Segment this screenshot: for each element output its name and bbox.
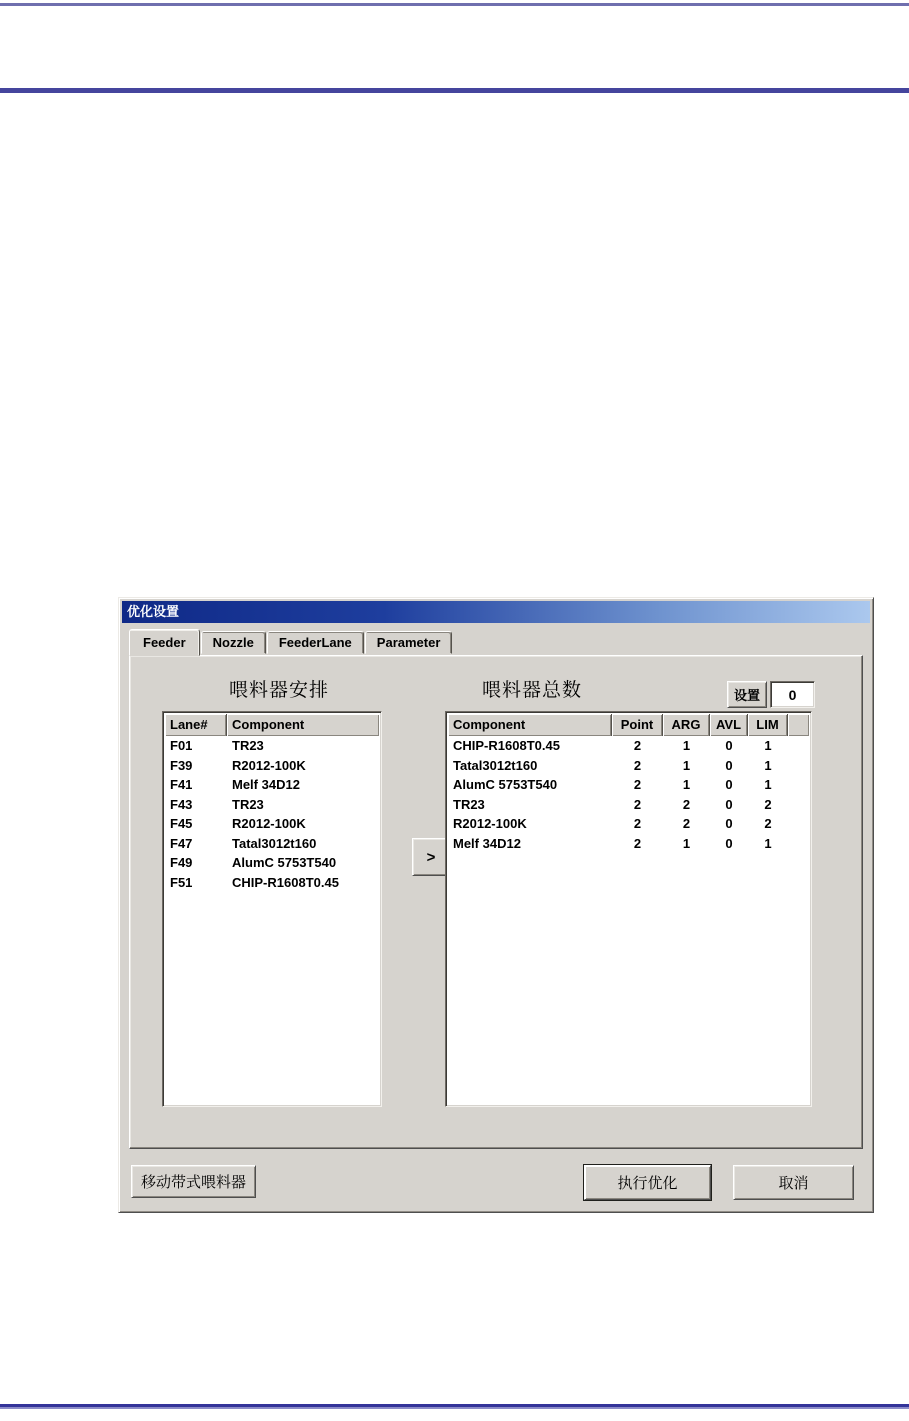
- column-header-arg[interactable]: ARG: [663, 714, 710, 736]
- cell: 2: [633, 738, 642, 753]
- table-row[interactable]: [165, 814, 379, 834]
- cell: 2: [633, 816, 642, 831]
- cell: 0: [725, 796, 733, 812]
- cell: [788, 756, 809, 776]
- table-row[interactable]: [165, 736, 379, 756]
- cell: F01: [170, 738, 193, 753]
- cell: [788, 814, 809, 834]
- cell: Melf 34D12: [453, 835, 521, 851]
- feeder-arrangement-list[interactable]: [162, 711, 382, 1107]
- cell: F47: [170, 835, 193, 851]
- feeder-total-label: 喂料器总数: [482, 680, 583, 701]
- table-row[interactable]: [165, 795, 379, 815]
- table-row[interactable]: [165, 834, 379, 854]
- column-header-point[interactable]: Point: [612, 714, 663, 736]
- tab-feederlane[interactable]: FeederLane: [267, 631, 364, 654]
- cell: 0: [725, 738, 733, 753]
- cell: F39: [170, 757, 193, 773]
- dialog-title: 优化设置: [127, 604, 180, 619]
- cell: Tatal3012t160: [232, 835, 317, 851]
- cell: CHIP-R1608T0.45: [232, 874, 339, 890]
- page-footer-rule-highlight: [0, 1407, 909, 1409]
- cell: 1: [764, 757, 772, 773]
- column-header-lim[interactable]: LIM: [748, 714, 788, 736]
- tab-nozzle[interactable]: Nozzle: [201, 631, 266, 654]
- cell: 1: [682, 777, 691, 792]
- cell: 2: [633, 777, 642, 792]
- table-row[interactable]: [448, 834, 809, 854]
- dialog-titlebar[interactable]: [122, 601, 870, 623]
- cell: 2: [633, 835, 642, 851]
- cell: 0: [725, 777, 733, 792]
- cell: R2012-100K: [232, 816, 306, 831]
- tab-feeder[interactable]: Feeder: [129, 629, 200, 656]
- column-header-component[interactable]: Component: [448, 714, 612, 736]
- cancel-button[interactable]: 取消: [733, 1165, 854, 1200]
- cell: TR23: [232, 738, 264, 753]
- cell: 1: [764, 835, 772, 851]
- cell: TR23: [232, 796, 264, 812]
- cell: Tatal3012t160: [453, 757, 538, 773]
- cell: AlumC 5753T540: [453, 777, 558, 792]
- cell: F51: [170, 874, 193, 890]
- table-row[interactable]: [165, 756, 379, 776]
- cell: 1: [764, 777, 772, 792]
- cell: 2: [764, 796, 772, 812]
- cell: [788, 775, 809, 795]
- move-tape-feeder-button[interactable]: 移动带式喂料器: [131, 1165, 256, 1198]
- cell: 1: [682, 757, 691, 773]
- column-header-blank[interactable]: [788, 714, 809, 736]
- cell: Melf 34D12: [232, 777, 300, 792]
- set-button[interactable]: 设置: [727, 681, 767, 708]
- page-header-rule: [0, 88, 909, 93]
- cell: F41: [170, 777, 193, 792]
- cell: 2: [682, 816, 691, 831]
- cell: [788, 736, 809, 756]
- cell: CHIP-R1608T0.45: [453, 738, 560, 753]
- cell: 0: [725, 835, 733, 851]
- table-row[interactable]: [448, 736, 809, 756]
- cell: 1: [682, 835, 691, 851]
- cell: 2: [633, 757, 642, 773]
- cell: R2012-100K: [453, 816, 527, 831]
- cell: 1: [764, 738, 772, 753]
- cell: [788, 795, 809, 815]
- cell: AlumC 5753T540: [232, 855, 337, 870]
- cell: 2: [633, 796, 642, 812]
- column-header-component[interactable]: Component: [227, 714, 379, 736]
- cell: 0: [725, 757, 733, 773]
- table-row[interactable]: [448, 795, 809, 815]
- cell: 2: [764, 816, 772, 831]
- page-top-rule: [0, 3, 909, 6]
- table-header-row: [165, 714, 379, 736]
- optimization-settings-dialog: [118, 597, 874, 1213]
- feeder-arrangement-label: 喂料器安排: [229, 680, 330, 701]
- cell: F49: [170, 855, 193, 870]
- move-right-button[interactable]: >: [412, 838, 450, 876]
- cell: F43: [170, 796, 193, 812]
- cell: TR23: [453, 796, 485, 812]
- tab-strip: [129, 629, 453, 654]
- cell: [788, 834, 809, 854]
- feeder-tab-page: [129, 655, 863, 1149]
- tab-parameter[interactable]: Parameter: [365, 631, 453, 654]
- cell: 0: [725, 816, 733, 831]
- cell: 1: [682, 738, 691, 753]
- table-row[interactable]: [448, 814, 809, 834]
- table-row[interactable]: [448, 775, 809, 795]
- column-header-avl[interactable]: AVL: [710, 714, 748, 736]
- table-row[interactable]: [165, 775, 379, 795]
- table-row[interactable]: [448, 756, 809, 776]
- cell: R2012-100K: [232, 757, 306, 773]
- table-row[interactable]: [165, 873, 379, 893]
- set-value-field[interactable]: 0: [770, 681, 815, 708]
- execute-optimization-button[interactable]: 执行优化: [584, 1165, 711, 1200]
- column-header-lane-[interactable]: Lane#: [165, 714, 227, 736]
- table-row[interactable]: [165, 853, 379, 873]
- table-header-row: [448, 714, 809, 736]
- feeder-total-list[interactable]: [445, 711, 812, 1107]
- cell: 2: [682, 796, 691, 812]
- cell: F45: [170, 816, 193, 831]
